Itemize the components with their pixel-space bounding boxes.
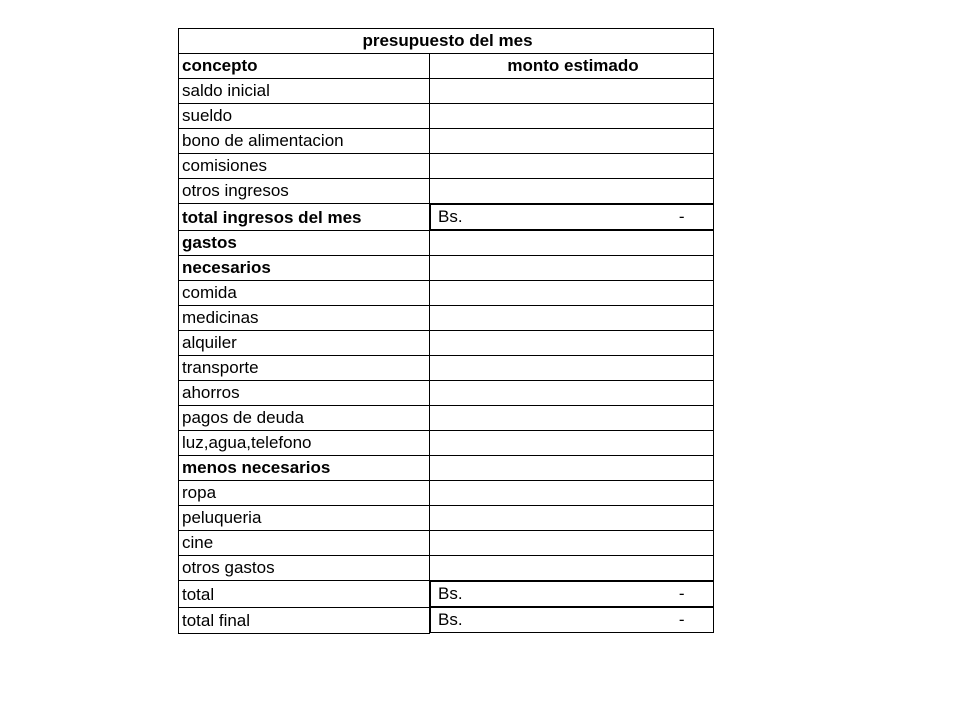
amount-header[interactable]: monto estimado	[430, 54, 714, 79]
amount-cell[interactable]	[430, 456, 714, 481]
concept-cell[interactable]: luz,agua,telefono	[179, 431, 430, 456]
table-row	[179, 356, 714, 381]
amount-cell[interactable]	[430, 129, 714, 154]
table-row	[179, 306, 714, 331]
amount-cell[interactable]	[430, 481, 714, 506]
amount-cell[interactable]	[430, 331, 714, 356]
amount-cell[interactable]	[430, 581, 714, 607]
concept-cell[interactable]: saldo inicial	[179, 79, 430, 104]
table-row	[179, 481, 714, 506]
table-row	[179, 531, 714, 556]
amount-cell[interactable]	[430, 531, 714, 556]
amount-cell[interactable]	[430, 104, 714, 129]
amount-cell[interactable]	[430, 79, 714, 104]
amount-cell[interactable]	[430, 356, 714, 381]
currency-label: Bs.	[438, 207, 463, 226]
table-row	[179, 281, 714, 306]
concept-cell[interactable]: peluqueria	[179, 506, 430, 531]
amount-cell[interactable]	[430, 556, 714, 581]
concept-cell[interactable]: otros ingresos	[179, 179, 430, 204]
table-row	[179, 204, 714, 231]
concept-cell[interactable]: menos necesarios	[179, 456, 430, 481]
concept-cell[interactable]: ropa	[179, 481, 430, 506]
table-row	[179, 381, 714, 406]
table-row	[179, 129, 714, 154]
table-row	[179, 104, 714, 129]
table-row	[179, 256, 714, 281]
header-row	[179, 54, 714, 79]
amount-value: -	[678, 207, 685, 226]
amount-cell[interactable]	[430, 281, 714, 306]
concept-cell[interactable]: transporte	[179, 356, 430, 381]
budget-table	[178, 28, 714, 634]
amount-value: -	[678, 584, 685, 603]
concept-cell[interactable]: medicinas	[179, 306, 430, 331]
table-row	[179, 231, 714, 256]
amount-cell[interactable]	[430, 231, 714, 256]
amount-cell[interactable]	[430, 154, 714, 179]
concept-cell[interactable]: ahorros	[179, 381, 430, 406]
table-row	[179, 506, 714, 531]
table-row	[179, 331, 714, 356]
table-row	[179, 179, 714, 204]
concept-cell[interactable]: total final	[179, 607, 430, 633]
amount-value: -	[678, 610, 685, 629]
concept-cell[interactable]: alquiler	[179, 331, 430, 356]
amount-cell[interactable]	[430, 506, 714, 531]
budget-table-body	[179, 29, 714, 634]
table-row	[179, 456, 714, 481]
amount-cell[interactable]	[430, 607, 714, 633]
table-row	[179, 431, 714, 456]
concept-cell[interactable]: comisiones	[179, 154, 430, 179]
currency-label: Bs.	[438, 584, 463, 603]
concept-cell[interactable]: total	[179, 581, 430, 608]
table-row	[179, 406, 714, 431]
concept-cell[interactable]: pagos de deuda	[179, 406, 430, 431]
concept-cell[interactable]: gastos	[179, 231, 430, 256]
table-row	[179, 556, 714, 581]
concept-cell[interactable]: sueldo	[179, 104, 430, 129]
table-row	[179, 154, 714, 179]
concept-cell[interactable]: bono de alimentacion	[179, 129, 430, 154]
table-row	[179, 581, 714, 608]
concept-cell[interactable]: cine	[179, 531, 430, 556]
currency-label: Bs.	[438, 610, 463, 629]
title-row	[179, 29, 714, 54]
table-row	[179, 79, 714, 104]
amount-cell[interactable]	[430, 179, 714, 204]
amount-cell[interactable]	[430, 406, 714, 431]
concept-header[interactable]: concepto	[179, 54, 430, 79]
amount-cell[interactable]	[430, 381, 714, 406]
amount-cell[interactable]	[430, 431, 714, 456]
concept-cell[interactable]: total ingresos del mes	[179, 204, 430, 231]
concept-cell[interactable]: otros gastos	[179, 556, 430, 581]
concept-cell[interactable]: comida	[179, 281, 430, 306]
amount-cell[interactable]	[430, 256, 714, 281]
amount-cell[interactable]	[430, 306, 714, 331]
table-row	[179, 607, 714, 633]
concept-cell[interactable]: necesarios	[179, 256, 430, 281]
table-title[interactable]: presupuesto del mes	[179, 29, 714, 54]
amount-cell[interactable]	[430, 204, 714, 230]
